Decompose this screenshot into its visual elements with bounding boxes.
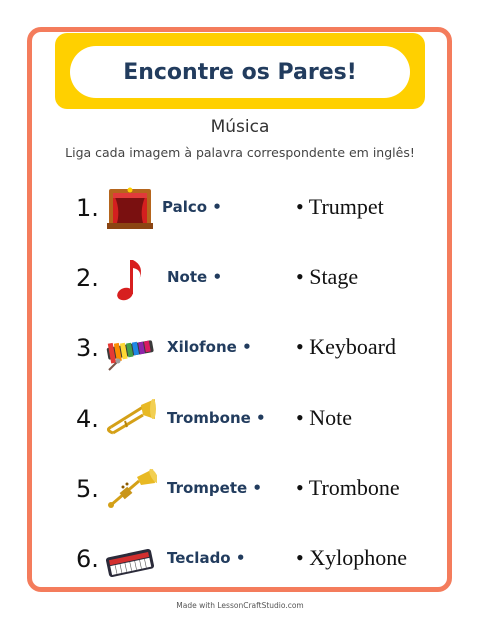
portuguese-word[interactable]: Xilofone • [167, 338, 252, 356]
english-word[interactable]: • Keyboard [296, 334, 396, 359]
keyboard-icon [103, 537, 157, 583]
portuguese-word[interactable]: Note • [167, 268, 223, 286]
english-word[interactable]: • Trombone [296, 475, 400, 500]
match-row-4 [0, 397, 480, 447]
match-row-6 [0, 537, 480, 587]
instructions: Liga cada imagem à palavra correspondente em inglês! [65, 145, 415, 160]
title-pill [70, 46, 410, 98]
english-word[interactable]: • Trumpet [296, 194, 384, 219]
trumpet-icon [103, 467, 157, 513]
row-number: 4. [76, 405, 99, 433]
row-number: 6. [76, 545, 99, 573]
row-number: 5. [76, 475, 99, 503]
portuguese-word[interactable]: Trompete • [167, 479, 262, 497]
english-word[interactable]: • Stage [296, 264, 359, 289]
match-row-3 [0, 326, 480, 376]
row-number: 3. [76, 334, 99, 362]
stage-curtain-icon [103, 186, 157, 232]
subject-heading: Música [210, 117, 270, 137]
music-note-icon [103, 256, 157, 302]
portuguese-word[interactable]: Palco • [162, 198, 222, 216]
english-word[interactable]: • Note [296, 405, 352, 430]
match-row-5 [0, 467, 480, 517]
portuguese-word[interactable]: Trombone • [167, 409, 266, 427]
trombone-icon [103, 397, 157, 443]
portuguese-word[interactable]: Teclado • [167, 549, 246, 567]
row-number: 2. [76, 264, 99, 292]
match-row-2 [0, 256, 480, 306]
footer-credit: Made with LessonCraftStudio.com [176, 601, 304, 610]
row-number: 1. [76, 194, 99, 222]
english-word[interactable]: • Xylophone [296, 545, 407, 570]
match-row-1 [0, 186, 480, 236]
xylophone-icon [103, 326, 157, 372]
page-title: Encontre os Pares! [123, 59, 357, 85]
